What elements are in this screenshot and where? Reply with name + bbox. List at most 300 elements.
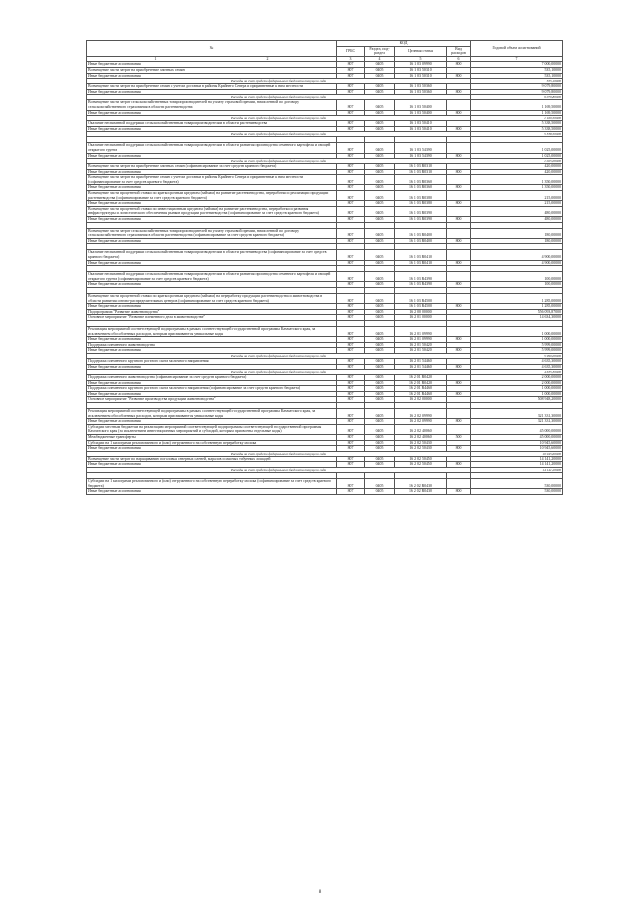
allocation-amount: 530,00000: [471, 479, 563, 489]
header-expense-type: Вид расходов: [447, 46, 471, 56]
target-article-code: 16 1 03 R0400: [395, 228, 447, 238]
section-code: 0405: [365, 110, 395, 116]
target-article-code: 16 1 03 50400: [395, 110, 447, 116]
expense-type-code: [447, 191, 471, 201]
allocation-amount: 420,00000: [471, 169, 563, 175]
page-number: 8: [318, 890, 322, 895]
expense-type-code: [447, 424, 471, 434]
grbs-code: 807: [337, 217, 365, 223]
allocation-amount: 215,00000: [471, 201, 563, 207]
item-name: Иные бюджетные ассигнования: [87, 364, 337, 370]
section-code: 0405: [365, 435, 395, 441]
table-row: [87, 100, 563, 110]
column-number-text: 1 2: [87, 56, 337, 62]
target-article-code: 16 2 01 54460: [395, 358, 447, 364]
target-article-code: 16 1 03 54390: [395, 143, 447, 153]
note-text: Расходы за счет средств федерального бюджета текущего года: [87, 159, 471, 164]
allocation-amount: 556 093,87000: [471, 309, 563, 315]
item-name: Поддержка племенного животноводства: [87, 342, 337, 348]
item-name: Основное мероприятие "Развитие племенного дела в животноводстве": [87, 315, 337, 321]
allocation-amount: 1 350,00000: [471, 185, 563, 191]
grbs-code: 807: [337, 440, 365, 446]
item-name: Возмещение части затрат сельскохозяйственных товаропроизводителей на уплату страховой премии, начисленной по договору сельскохозяйственного страхования в области растениеводства (софинансирование за счет средств краевого бюджета): [87, 228, 337, 238]
allocation-amount: 1 025,00000: [471, 143, 563, 153]
section-code: 0405: [365, 206, 395, 216]
grbs-code: 807: [337, 153, 365, 159]
budget-table-sheet: [86, 40, 562, 495]
table-row: [87, 479, 563, 489]
expense-type-code: 800: [447, 348, 471, 354]
section-code: 0405: [365, 272, 395, 282]
note-text: Расходы за счет средств федерального бюджета текущего года: [87, 116, 471, 121]
allocation-amount: 1 285,00000: [471, 304, 563, 310]
allocation-amount: 480,00000: [471, 217, 563, 223]
item-name: Подпрограмма "Развитие животноводства": [87, 309, 337, 315]
expense-type-code: 800: [447, 304, 471, 310]
allocation-amount: 1 000,00000: [471, 391, 563, 397]
item-name: Иные бюджетные ассигнования: [87, 282, 337, 288]
target-article-code: 16 2 02 40060: [395, 435, 447, 441]
target-article-code: 16 2 01 50420: [395, 348, 447, 354]
target-article-code: 16 2 01 09990: [395, 326, 447, 336]
target-article-code: 16 1 03 R4500: [395, 293, 447, 303]
table-row: [87, 228, 563, 238]
grbs-code: 807: [337, 185, 365, 191]
note-text: Расходы за счет средств федерального бюджета текущего года: [87, 451, 471, 456]
section-code: 0405: [365, 164, 395, 170]
target-article-code: 16 1 03 R0360: [395, 185, 447, 191]
target-article-code: 16 2 02 R0430: [395, 489, 447, 495]
target-article-code: 16 2 01 54460: [395, 364, 447, 370]
grbs-code: 807: [337, 62, 365, 68]
table-row: [87, 293, 563, 303]
section-code: 0405: [365, 315, 395, 321]
note-amount: 535,10000: [471, 79, 563, 84]
grbs-code: 807: [337, 89, 365, 95]
section-code: 0405: [365, 386, 395, 392]
target-article-code: 16 1 03 50360: [395, 84, 447, 90]
grbs-code: 807: [337, 228, 365, 238]
allocation-amount: 1 350,00000: [471, 175, 563, 185]
section-code: 0405: [365, 358, 395, 364]
item-name: Иные бюджетные ассигнования: [87, 62, 337, 68]
note-amount: 14 141,20000: [471, 468, 563, 473]
header-target-article: Целевая статья: [395, 46, 447, 56]
allocation-amount: 180,00000: [471, 238, 563, 244]
section-code: 0405: [365, 337, 395, 343]
grbs-code: 807: [337, 73, 365, 79]
section-code: 0405: [365, 326, 395, 336]
expense-type-code: [447, 293, 471, 303]
item-name: Иные бюджетные ассигнования: [87, 238, 337, 244]
allocation-amount: 1 285,00000: [471, 293, 563, 303]
note-amount: 9 079,80000: [471, 95, 563, 100]
grbs-code: 807: [337, 358, 365, 364]
expense-type-code: 800: [447, 126, 471, 132]
table-row: [87, 250, 563, 260]
section-code: 0405: [365, 260, 395, 266]
expense-type-code: 800: [447, 217, 471, 223]
target-article-code: 16 2 01 00000: [395, 315, 447, 321]
section-code: 0405: [365, 89, 395, 95]
expense-type-code: 800: [447, 391, 471, 397]
allocation-amount: 9 079,80000: [471, 84, 563, 90]
grbs-code: 807: [337, 260, 365, 266]
grbs-code: 807: [337, 489, 365, 495]
expense-type-code: 800: [447, 446, 471, 452]
table-row: [87, 409, 563, 419]
grbs-code: 807: [337, 315, 365, 321]
grbs-code: 807: [337, 309, 365, 315]
table-row: [87, 489, 563, 495]
item-name: Поддержка племенного крупного рогатого скота молочного направления (софинансирование за счет средств краевого бюджета): [87, 386, 337, 392]
header-code: КОД: [337, 41, 471, 47]
item-name: Иные бюджетные ассигнования: [87, 73, 337, 79]
expense-type-code: 800: [447, 89, 471, 95]
table-body: [87, 62, 563, 494]
section-code: 0405: [365, 175, 395, 185]
section-code: 0405: [365, 185, 395, 191]
grbs-code: 807: [337, 84, 365, 90]
section-code: 0405: [365, 62, 395, 68]
target-article-code: 16 1 03 50410: [395, 121, 447, 127]
target-article-code: 16 1 03 R0390: [395, 217, 447, 223]
grbs-code: 807: [337, 409, 365, 419]
allocation-amount: 4 900,00000: [471, 250, 563, 260]
section-code: 0405: [365, 375, 395, 381]
item-name: Иные бюджетные ассигнования: [87, 217, 337, 223]
allocation-amount: 535,10000: [471, 73, 563, 79]
item-name: Иные бюджетные ассигнования: [87, 126, 337, 132]
section-code: 0405: [365, 309, 395, 315]
target-article-code: 16 2 02 R0430: [395, 479, 447, 489]
section-code: 0405: [365, 489, 395, 495]
grbs-code: 807: [337, 348, 365, 354]
column-number: 4: [365, 56, 395, 62]
target-article-code: 16 1 03 R0310: [395, 164, 447, 170]
item-name: Иные бюджетные ассигнования: [87, 337, 337, 343]
section-code: 0405: [365, 456, 395, 462]
column-number: 5: [395, 56, 447, 62]
item-name: Возмещение части затрат на приобретение семян с учетом доставки в районы Крайнего Севера и приравненные к ним местности: [87, 84, 337, 90]
expense-type-code: [447, 228, 471, 238]
item-name: Возмещение части затрат на приобретение семян с учетом доставки в районы Крайнего Севера и приравненные к ним местности (софинансирование за счет средств краевого бюджета): [87, 175, 337, 185]
item-name: Поддержка племенного животноводства (софинансирование за счет средств краевого бюджета): [87, 375, 337, 381]
allocation-amount: 2 000,00000: [471, 375, 563, 381]
expense-type-code: 800: [447, 110, 471, 116]
grbs-code: 807: [337, 304, 365, 310]
allocation-amount: 1 000,00000: [471, 337, 563, 343]
expense-type-code: 800: [447, 153, 471, 159]
section-code: 0405: [365, 342, 395, 348]
allocation-amount: 2 000,00000: [471, 380, 563, 386]
target-article-code: 16 2 01 09990: [395, 337, 447, 343]
expense-type-code: 800: [447, 73, 471, 79]
expense-type-code: 800: [447, 380, 471, 386]
grbs-code: 807: [337, 250, 365, 260]
target-article-code: 16 1 03 R4500: [395, 304, 447, 310]
table-row: [87, 272, 563, 282]
target-article-code: 16 1 03 R4390: [395, 272, 447, 282]
column-number: 7: [471, 56, 563, 62]
expense-type-code: [447, 272, 471, 282]
item-name: Оказание несвязанной поддержки сельскохозяйственным товаропроизводителям в области растениеводства: [87, 121, 337, 127]
grbs-code: 807: [337, 479, 365, 489]
table-row: [87, 191, 563, 201]
section-code: 0405: [365, 100, 395, 110]
item-name: Иные бюджетные ассигнования: [87, 110, 337, 116]
section-code: 0405: [365, 228, 395, 238]
item-name: Иные бюджетные ассигнования: [87, 380, 337, 386]
allocation-amount: 9 079,80000: [471, 89, 563, 95]
section-code: 0405: [365, 424, 395, 434]
section-code: 0405: [365, 73, 395, 79]
grbs-code: 807: [337, 126, 365, 132]
allocation-amount: 4 900,00000: [471, 260, 563, 266]
header-annual-volume: Годовой объем ассигнований: [471, 41, 563, 57]
allocation-amount: 4 635,30000: [471, 358, 563, 364]
item-name: Иные бюджетные ассигнования: [87, 169, 337, 175]
target-article-code: 16 1 03 R0390: [395, 206, 447, 216]
target-article-code: 16 2 01 R0420: [395, 380, 447, 386]
allocation-amount: 7 000,00000: [471, 62, 563, 68]
allocation-amount: 1 000,00000: [471, 326, 563, 336]
item-name: Оказание несвязанной поддержки сельскохозяйственным товаропроизводителям в области растениеводства (софинансирование за счет средств краевого бюджета): [87, 250, 337, 260]
item-name: Иные бюджетные ассигнования: [87, 348, 337, 354]
expense-type-code: 800: [447, 238, 471, 244]
note-amount: 1 169,50000: [471, 116, 563, 121]
section-code: 0405: [365, 446, 395, 452]
expense-type-code: [447, 175, 471, 185]
item-name: Иные бюджетные ассигнования: [87, 260, 337, 266]
grbs-code: 807: [337, 201, 365, 207]
section-code: 0405: [365, 419, 395, 425]
item-name: Иные бюджетные ассигнования: [87, 446, 337, 452]
allocation-amount: 1 025,00000: [471, 153, 563, 159]
allocation-amount: 45 000,00000: [471, 435, 563, 441]
section-code: 0405: [365, 397, 395, 403]
expense-type-code: 800: [447, 489, 471, 495]
grbs-code: 807: [337, 375, 365, 381]
item-name: Иные бюджетные ассигнования: [87, 185, 337, 191]
item-name: Возмещение части затрат по наращиванию поголовья северных оленей, маралов и мясных табунных лошадей: [87, 456, 337, 462]
section-code: 0405: [365, 238, 395, 244]
section-code: 0405: [365, 479, 395, 489]
expense-type-code: [447, 479, 471, 489]
table-row: [87, 206, 563, 216]
grbs-code: 807: [337, 386, 365, 392]
grbs-code: 807: [337, 169, 365, 175]
grbs-code: 807: [337, 100, 365, 110]
expense-type-code: 500: [447, 435, 471, 441]
item-name: Возмещение части процентной ставки по краткосрочным кредитам (займам) на переработку продукции растениеводства и животноводства в области развития оптово-распределительных центров (софинансирование за счет средств краевого бюджета): [87, 293, 337, 303]
allocation-amount: 180,00000: [471, 228, 563, 238]
grbs-code: 807: [337, 272, 365, 282]
expense-type-code: [447, 143, 471, 153]
item-name: Возмещение части процентной ставки по краткосрочным кредитам (займам) на развитие растениеводства, переработки и реализации продукции растениеводства (софинансирование за счет средств краевого бюджета): [87, 191, 337, 201]
allocation-amount: 5 999,00000: [471, 348, 563, 354]
allocation-amount: 535,10000: [471, 67, 563, 73]
allocation-amount: 530,00000: [471, 489, 563, 495]
item-name: Иные бюджетные ассигнования: [87, 304, 337, 310]
grbs-code: 807: [337, 143, 365, 153]
item-name: Оказание несвязанной поддержки сельскохозяйственным товаропроизводителям в области развития производства семенного картофеля и овощей открытого грунта (софинансирование за счет средств краевого бюджета): [87, 272, 337, 282]
section-code: 0405: [365, 348, 395, 354]
grbs-code: 807: [337, 424, 365, 434]
column-number: 6: [447, 56, 471, 62]
grbs-code: 807: [337, 191, 365, 201]
target-article-code: 16 2 02 09990: [395, 419, 447, 425]
item-name: Реализация мероприятий соответствующей подпрограммы в рамках соответствующей государственной программы Камчатского края, за исключением обособленных расходов, которым присваиваются уникальные коды: [87, 326, 337, 336]
item-name: Иные бюджетные ассигнования: [87, 89, 337, 95]
note-text: Расходы за счет средств федерального бюджета текущего года: [87, 132, 471, 137]
grbs-code: 807: [337, 175, 365, 185]
expense-type-code: 800: [447, 169, 471, 175]
item-name: Возмещение части затрат сельскохозяйственных товаропроизводителей на уплату страховой премии, начисленной по договору сельскохозяйственного страхования в области растениеводства: [87, 100, 337, 110]
item-name: Поддержка племенного крупного рогатого скота молочного направления: [87, 358, 337, 364]
target-article-code: 16 1 03 50310: [395, 73, 447, 79]
section-code: 0405: [365, 391, 395, 397]
allocation-amount: 4 635,30000: [471, 364, 563, 370]
grbs-code: 807: [337, 293, 365, 303]
target-article-code: 16 1 03 09990: [395, 62, 447, 68]
note-text: Расходы за счет средств федерального бюджета текущего года: [87, 468, 471, 473]
item-name: Возмещение части затрат на приобретение элитных семян (софинансирование за счет средств краевого бюджета): [87, 164, 337, 170]
allocation-amount: 215,00000: [471, 191, 563, 201]
item-name: Возмещение части затрат на приобретение элитных семян: [87, 67, 337, 73]
grbs-code: 807: [337, 435, 365, 441]
note-amount: 1 025,00000: [471, 159, 563, 164]
target-article-code: 16 2 02 40060: [395, 424, 447, 434]
grbs-code: 807: [337, 110, 365, 116]
expense-type-code: 800: [447, 462, 471, 468]
item-name: Реализация мероприятий соответствующей подпрограммы в рамках соответствующей государственной программы Камчатского края, за исключением обособленных расходов, которым присваиваются уникальные коды: [87, 409, 337, 419]
allocation-amount: 480,00000: [471, 206, 563, 216]
target-article-code: 16 1 03 R0380: [395, 201, 447, 207]
allocation-amount: 10 945,60000: [471, 446, 563, 452]
grbs-code: 807: [337, 419, 365, 425]
section-code: 0405: [365, 191, 395, 201]
target-article-code: 16 2 01 R4460: [395, 386, 447, 392]
section-code: 0405: [365, 409, 395, 419]
note-text: Расходы за счет средств федерального бюджета текущего года: [87, 79, 471, 84]
allocation-amount: 508 948,20000: [471, 397, 563, 403]
note-amount: 5 999,00000: [471, 353, 563, 358]
grbs-code: 807: [337, 342, 365, 348]
item-name: Иные бюджетные ассигнования: [87, 201, 337, 207]
item-name: Субсидии на 1 килограмм реализованного и (или) отгруженного на собственную переработку молока (софинансирование за счет средств краевого бюджета): [87, 479, 337, 489]
item-name: Иные бюджетные ассигнования: [87, 419, 337, 425]
expense-type-code: [447, 326, 471, 336]
target-article-code: 16 1 03 50410: [395, 126, 447, 132]
grbs-code: 807: [337, 446, 365, 452]
note-amount: 4 635,30000: [471, 370, 563, 375]
expense-type-code: [447, 250, 471, 260]
target-article-code: 16 2 01 R4460: [395, 391, 447, 397]
section-code: 0405: [365, 250, 395, 260]
allocation-amount: 1 169,50000: [471, 110, 563, 116]
target-article-code: 16 1 03 R0400: [395, 238, 447, 244]
grbs-code: 807: [337, 456, 365, 462]
expense-type-code: 800: [447, 419, 471, 425]
allocation-amount: 45 000,00000: [471, 424, 563, 434]
target-article-code: 16 2 02 00000: [395, 397, 447, 403]
header-row-top: [87, 41, 563, 47]
grbs-code: 807: [337, 67, 365, 73]
grbs-code: 807: [337, 337, 365, 343]
section-code: 0405: [365, 304, 395, 310]
note-text: Расходы за счет средств федерального бюджета текущего года: [87, 370, 471, 375]
target-article-code: 16 2 01 50420: [395, 342, 447, 348]
target-article-code: 16 2 02 50450: [395, 462, 447, 468]
item-name: Оказание несвязанной поддержки сельскохозяйственным товаропроизводителям в области развития производства семенного картофеля и овощей открытого грунта: [87, 143, 337, 153]
allocation-amount: 100,00000: [471, 272, 563, 282]
item-name: Иные бюджетные ассигнования: [87, 489, 337, 495]
grbs-code: 807: [337, 121, 365, 127]
target-article-code: 16 2 02 09990: [395, 409, 447, 419]
allocation-amount: 5 338,50000: [471, 126, 563, 132]
expense-type-code: 800: [447, 260, 471, 266]
grbs-code: 807: [337, 206, 365, 216]
grbs-code: 807: [337, 164, 365, 170]
item-name: Субсидии на 1 килограмм реализованного и (или) отгруженного на собственную переработку молока: [87, 440, 337, 446]
note-text: Расходы за счет средств федерального бюджета текущего года: [87, 95, 471, 100]
grbs-code: 807: [337, 391, 365, 397]
section-code: 0405: [365, 440, 395, 446]
section-code: 0405: [365, 121, 395, 127]
target-article-code: 16 1 03 50360: [395, 89, 447, 95]
allocation-amount: 14 141,20000: [471, 456, 563, 462]
grbs-code: 807: [337, 380, 365, 386]
item-name: Основное мероприятие "Развитие производства продукции животноводства": [87, 397, 337, 403]
header-grbs: ГРБС: [337, 46, 365, 56]
note-amount: 5 338,50000: [471, 132, 563, 137]
grbs-code: 807: [337, 282, 365, 288]
item-name: Иные бюджетные ассигнования: [87, 391, 337, 397]
target-article-code: 16 2 00 00000: [395, 309, 447, 315]
table-row: [87, 175, 563, 185]
target-article-code: 16 1 03 54390: [395, 153, 447, 159]
expense-type-code: 800: [447, 364, 471, 370]
target-article-code: 16 2 01 R0420: [395, 375, 447, 381]
section-code: 0405: [365, 462, 395, 468]
allocation-amount: 420,00000: [471, 164, 563, 170]
allocation-amount: 321 331,30000: [471, 419, 563, 425]
allocation-amount: 5 338,50000: [471, 121, 563, 127]
item-name: Межбюджетные трансферты: [87, 435, 337, 441]
target-article-code: 16 1 03 R0380: [395, 191, 447, 201]
item-name: Возмещение части процентной ставки по инвестиционным кредитам (займам) на развитие растениеводства, переработки и развития инфраструктуры и логистического обеспечения рынков продукции растениеводства (софинансирование за счет средств краевого бюджета): [87, 206, 337, 216]
table-row: [87, 143, 563, 153]
expense-type-code: [447, 409, 471, 419]
section-code: 0405: [365, 217, 395, 223]
grbs-code: 807: [337, 462, 365, 468]
expense-type-code: 800: [447, 62, 471, 68]
allocation-amount: 321 331,30000: [471, 409, 563, 419]
item-name: Иные бюджетные ассигнования: [87, 462, 337, 468]
allocation-amount: 14 634,30000: [471, 315, 563, 321]
expense-type-code: 800: [447, 282, 471, 288]
grbs-code: 807: [337, 238, 365, 244]
column-number: 3: [337, 56, 365, 62]
allocation-amount: 5 999,00000: [471, 342, 563, 348]
expense-type-code: 800: [447, 337, 471, 343]
allocation-amount: 1 000,00000: [471, 386, 563, 392]
header-section: Раздел, под-раздел: [365, 46, 395, 56]
section-code: 0405: [365, 364, 395, 370]
expense-type-code: 800: [447, 185, 471, 191]
expense-type-code: [447, 100, 471, 110]
